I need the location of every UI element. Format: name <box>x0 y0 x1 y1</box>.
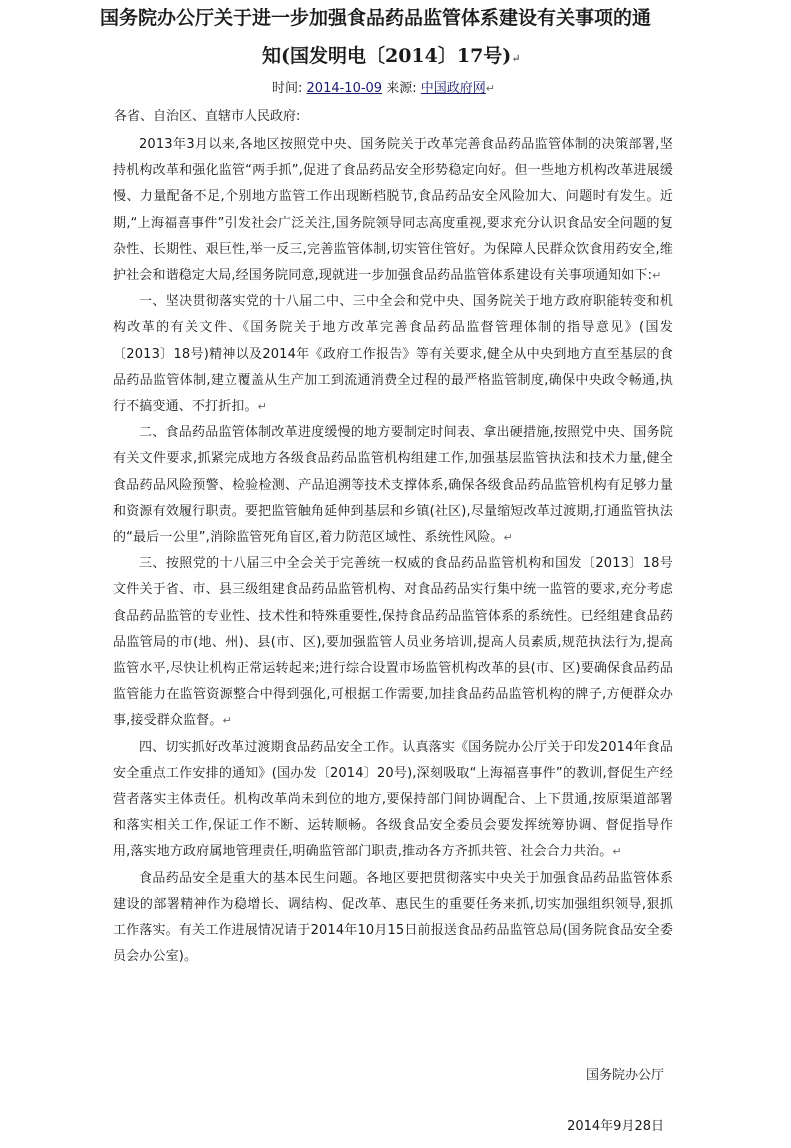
return-mark: ↵ <box>485 82 495 95</box>
page-title-continued <box>262 44 791 71</box>
paragraph: 一、坚决贯彻落实党的十八届二中、三中全会和党中央、国务院关于地方政府职能转变和机构改革的有关文件、《国务院关于地方改革完善食品药品监督管理体制的指导意见》(国发〔2013〕18号)精神以及2014年《政府工作报告》等有关要求,健全从中央到地方直至基层的食品药品监管体制,建立覆盖从生产加工到流通消费全过程的最严格监管制度,确保中央政令畅通,执行不搞变通、不打折扣。↵ <box>113 294 673 415</box>
time-link[interactable]: 2014-10-09 <box>306 81 383 96</box>
title-line-2: 知(国发明电〔2014〕17号) <box>262 45 512 67</box>
article-meta <box>272 80 495 98</box>
source-label: 来源: <box>386 81 417 96</box>
title-line-1: 国务院办公厅关于进一步加强食品药品监管体系建设有关事项的通 <box>100 7 652 29</box>
return-mark: ↵ <box>511 52 521 65</box>
source-link[interactable]: 中国政府网 <box>420 81 486 96</box>
signer: 国务院办公厅 <box>585 1068 664 1083</box>
paragraph: 三、按照党的十八届三中全会关于完善统一权威的食品药品监管机构和国发〔2013〕18号文件关于省、市、县三级组建食品药品监管机构、对食品药品实行集中统一监管的要求,充分考虑食品药品监管的专业性、技术性和特殊重要性,保持食品药品监管体系的系统性。已经组建食品药品监管局的市(地、州)、县(市、区),要加强监管人员业务培训,提高人员素质,规范执法行为,提高监管水平,尽快让机构正常运转起来;进行综合设置市场监管机构改革的县(市、区)要确保食品药品监管能力在监管资源整合中得到强化,可根据工作需要,加挂食品药品监管机构的牌子,方便群众办事,接受群众监督。↵ <box>113 556 673 729</box>
issue-date: 2014年9月28日 <box>567 1119 664 1134</box>
paragraph: 2013年3月以来,各地区按照党中央、国务院关于改革完善食品药品监管体制的决策部署,坚持机构改革和强化监管“两手抓”,促进了食品药品安全形势稳定向好。但一些地方机构改革进展缓慢、力量配备不足,个别地方监管工作出现断档脱节,食品药品安全风险加大、问题时有发生。近期,“上海福喜事件”引发社会广泛关注,国务院领导同志高度重视,要求充分认识食品安全问题的复杂性、长期性、艰巨性,举一反三,完善监管体制,切实管住管好。为保障人民群众饮食用药安全,维护社会和谐稳定大局,经国务院同意,现就进一步加强食品药品监管体系建设有关事项通知如下:↵ <box>113 137 673 284</box>
paragraph: 食品药品安全是重大的基本民生问题。各地区要把贯彻落实中央关于加强食品药品监管体系建设的部署精神作为稳增长、调结构、促改革、惠民生的重要任务来抓,切实加强组织领导,狠抓工作落实。有关工作进展情况请于2014年10月15日前报送食品药品监管总局(国务院食品安全委员会办公室)。 <box>113 870 673 965</box>
document-body <box>113 132 673 971</box>
salutation: 各省、自治区、直辖市人民政府: <box>114 109 301 124</box>
paragraph: 二、食品药品监管体制改革进度缓慢的地方要制定时间表、拿出硬措施,按照党中央、国务院有关文件要求,抓紧完成地方各级食品药品监管机构组建工作,加强基层监管执法和技术力量,健全食品药品风险预警、检验检测、产品追溯等技术支撑体系,确保各级食品药品监管机构有足够力量和资源有效履行职责。要把监管触角延伸到基层和乡镇(社区),尽量缩短改革过渡期,打通监管执法的“最后一公里”,消除监管死角盲区,着力防范区域性、系统性风险。↵ <box>113 425 673 546</box>
page-title <box>100 6 690 30</box>
paragraph: 四、切实抓好改革过渡期食品药品安全工作。认真落实《国务院办公厅关于印发2014年食品安全重点工作安排的通知》(国办发〔2014〕20号),深刻吸取“上海福喜事件”的教训,督促生产经营者落实主体责任。机构改革尚未到位的地方,要保持部门间协调配合、上下贯通,按原渠道部署和落实相关工作,保证工作不断、运转顺畅。各级食品安全委员会要发挥统筹协调、督促指导作用,落实地方政府属地管理责任,明确监管部门职责,推动各方齐抓共管、社会合力共治。↵ <box>113 739 673 860</box>
time-label: 时间: <box>272 81 303 96</box>
